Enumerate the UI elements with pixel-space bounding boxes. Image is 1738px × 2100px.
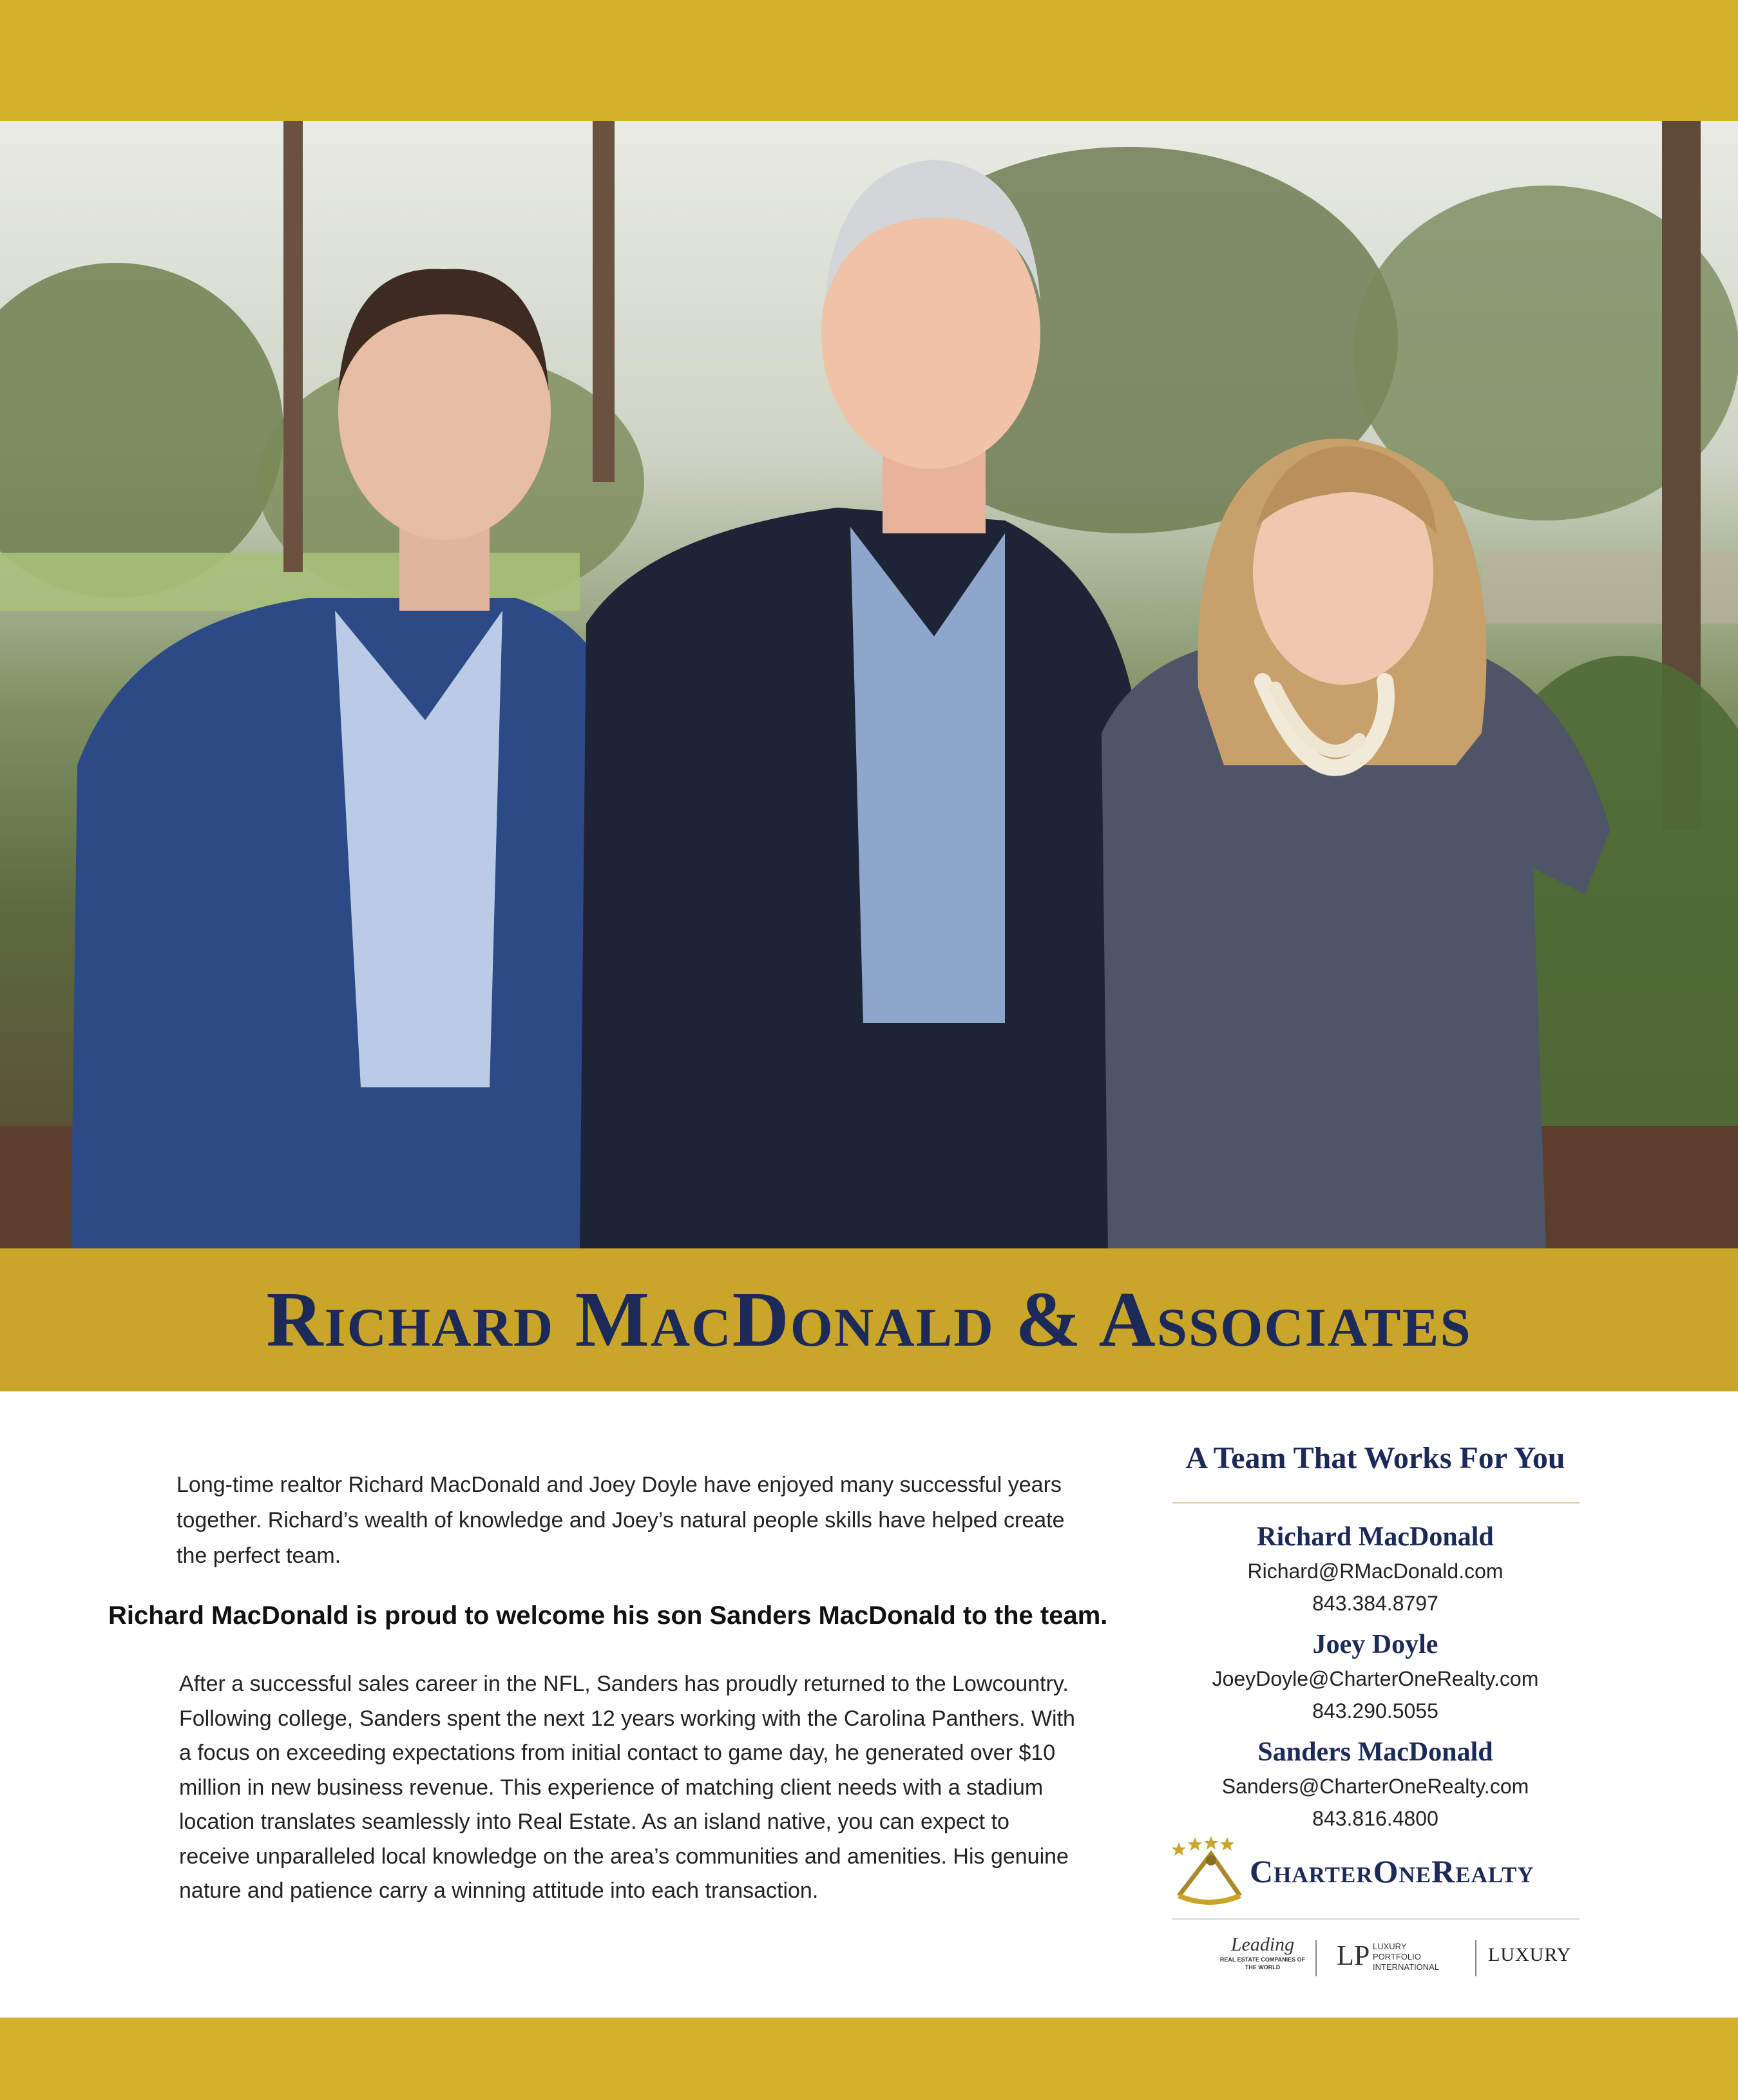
team-photo-illustration xyxy=(0,121,1738,1248)
divider xyxy=(1172,1918,1580,1920)
contact-card xyxy=(1153,1519,1598,1619)
intro-paragraph: Long-time realtor Richard MacDonald and Joey Doyle have enjoyed many successful years together. Richard’s wealth of knowledge and Joey’s natural people skills have helped create the perfect team. xyxy=(177,1473,1065,1568)
leading-companies-logo xyxy=(1214,1934,1311,1985)
contact-email[interactable]: JoeyDoyle@CharterOneRealty.com xyxy=(1212,1667,1539,1690)
contact-card xyxy=(1153,1734,1598,1835)
sextant-icon xyxy=(1166,1835,1250,1905)
contact-phone[interactable]: 843.290.5055 xyxy=(1312,1699,1438,1723)
contact-email[interactable]: Sanders@CharterOneRealty.com xyxy=(1221,1775,1529,1798)
divider xyxy=(1315,1940,1317,1976)
affiliation-word: LUXURY PORTFOLIO INTERNATIONAL xyxy=(1373,1942,1440,1972)
top-gold-band xyxy=(0,0,1738,121)
bottom-gold-band xyxy=(0,2018,1738,2100)
page-title: Richard MacDonald & Associates xyxy=(266,1276,1472,1363)
team-photo xyxy=(0,121,1738,1248)
lp-monogram-icon: LP xyxy=(1337,1940,1370,1971)
contact-phone[interactable]: 843.384.8797 xyxy=(1312,1592,1438,1615)
logo-wordmark: CharterOneRealty xyxy=(1250,1853,1534,1889)
divider xyxy=(1172,1502,1580,1503)
contact-card xyxy=(1153,1627,1598,1727)
contact-phone[interactable]: 843.816.4800 xyxy=(1312,1807,1438,1830)
contact-name: Richard MacDonald xyxy=(1257,1522,1494,1552)
article-column xyxy=(0,1391,1134,2010)
divider xyxy=(1475,1940,1476,1976)
contact-name: Joey Doyle xyxy=(1312,1630,1438,1659)
body-paragraph: After a successful sales career in the NFL, Sanders has proudly returned to the Lowcountry. Following college, Sanders spent the next 12 years working with the Carolina Panthers. With a focus on exceeding expectations from initial contact to game day, he generated over $10 million in new business revenue. This experience of matching client needs with a stadium location translates seamlessly into Real Estate. As an island native, you can expect to receive unparalleled local knowledge on the area’s communities and amenities. His genuine nature and patience carry a winning attitude into each transaction. xyxy=(179,1672,1075,1903)
contact-email[interactable]: Richard@RMacDonald.com xyxy=(1247,1560,1504,1583)
contact-column xyxy=(1153,1391,1598,2016)
charter-one-realty-logo xyxy=(1166,1835,1585,1905)
luxury-real-estate-logo xyxy=(1488,1934,1585,1985)
contact-name: Sanders MacDonald xyxy=(1257,1737,1493,1767)
affiliation-word: Leading xyxy=(1230,1934,1295,1955)
lead-sentence: Richard MacDonald is proud to welcome his son Sanders MacDonald to the team. xyxy=(108,1601,1108,1630)
luxury-portfolio-logo xyxy=(1337,1934,1459,1985)
title-band xyxy=(0,1248,1738,1391)
affiliation-word: LUXURY xyxy=(1488,1944,1572,1965)
affiliation-subtitle: REAL ESTATE COMPANIES OF THE WORLD xyxy=(1219,1956,1306,1971)
team-heading: A Team That Works For You xyxy=(1185,1441,1565,1475)
